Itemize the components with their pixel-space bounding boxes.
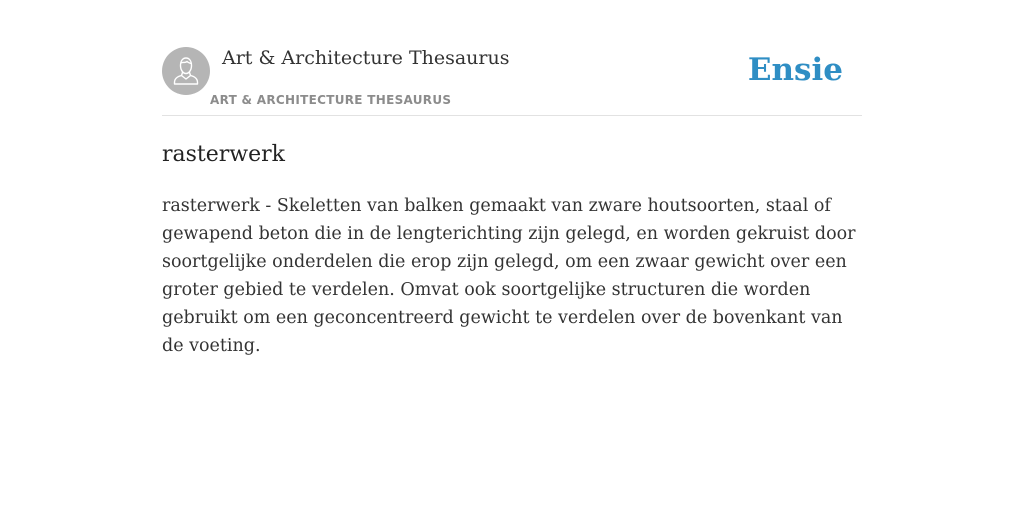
user-silhouette-icon — [162, 47, 210, 95]
brand-logo[interactable]: Ensie — [747, 52, 843, 88]
term-definition: rasterwerk - Skeletten van balken gemaakt van zware houtsoorten, staal of gewapend beton die in de lengterichting zijn gelegd, en worden gekruist door soortgelijke onderdelen die erop zijn gelegd, om een zwaar gewicht over een groter gebied te verdelen. Omvat ook soortgelijke structuren die worden gebruikt om een geconcentreerd gewicht te verdelen over de bovenkant van de voeting. — [162, 196, 856, 356]
author-subtitle[interactable]: ART & ARCHITECTURE THESAURUS — [210, 93, 452, 107]
author-name[interactable]: Art & Architecture Thesaurus — [222, 47, 510, 69]
term-title: rasterwerk — [162, 142, 285, 167]
header — [162, 0, 862, 116]
author-avatar[interactable] — [162, 47, 210, 95]
